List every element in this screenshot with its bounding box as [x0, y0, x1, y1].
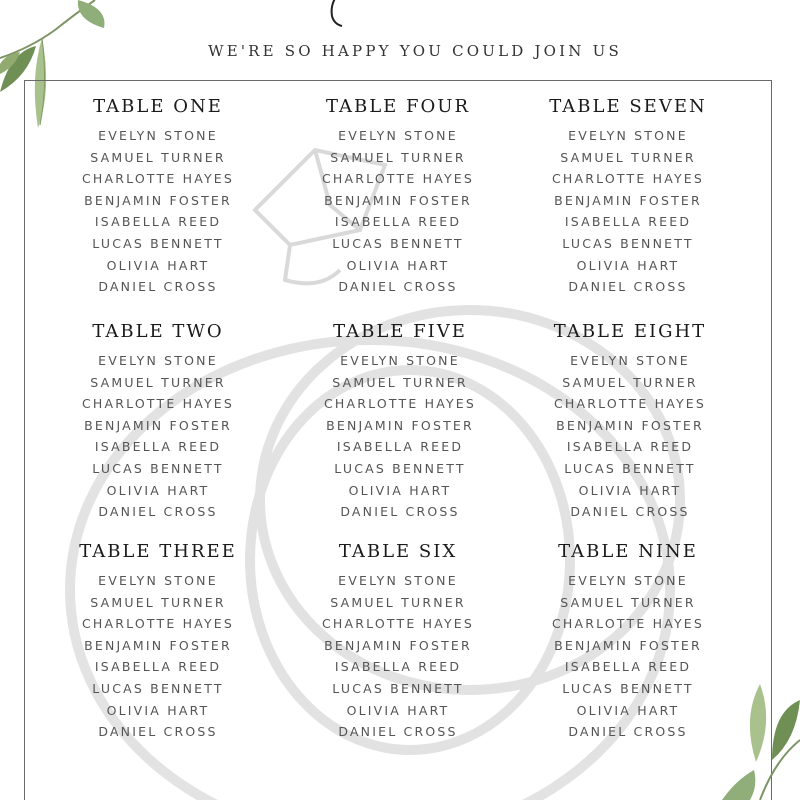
guest-name: SAMUEL TURNER [330, 594, 466, 610]
table-block [518, 541, 738, 743]
table-block [290, 321, 510, 523]
guest-name: BENJAMIN FOSTER [84, 637, 232, 653]
guest-name: LUCAS BENNETT [92, 460, 224, 476]
guest-name: ISABELLA REED [564, 214, 692, 230]
table-block [518, 96, 738, 298]
guest-name: LUCAS BENNETT [334, 460, 466, 476]
guest-name: SAMUEL TURNER [560, 149, 696, 165]
guest-name: CHARLOTTE HAYES [321, 616, 475, 632]
guest-name: ISABELLA REED [334, 214, 462, 230]
guest-name: OLIVIA HART [578, 482, 682, 498]
guest-name: BENJAMIN FOSTER [554, 192, 702, 208]
guest-name: LUCAS BENNETT [92, 680, 224, 696]
guest-name: EVELYN STONE [340, 353, 460, 368]
table-title: TABLE EIGHT [553, 321, 707, 342]
guest-name: SAMUEL TURNER [90, 149, 226, 165]
guest-name: CHARLOTTE HAYES [81, 396, 235, 412]
table-block [48, 96, 268, 298]
guest-name: BENJAMIN FOSTER [324, 192, 472, 208]
guest-name: CHARLOTTE HAYES [81, 171, 235, 187]
guest-name: LUCAS BENNETT [92, 235, 224, 251]
table-block [48, 541, 268, 743]
table-title: TABLE SIX [338, 541, 458, 562]
guest-name: EVELYN STONE [338, 573, 458, 588]
guest-name: OLIVIA HART [576, 257, 680, 273]
guest-name: ISABELLA REED [564, 659, 692, 675]
guest-name: LUCAS BENNETT [562, 235, 694, 251]
guest-name: DANIEL CROSS [340, 504, 460, 520]
table-block [48, 321, 268, 523]
guest-name: BENJAMIN FOSTER [326, 417, 474, 433]
guest-name: OLIVIA HART [576, 702, 680, 718]
guest-name: SAMUEL TURNER [560, 594, 696, 610]
guest-name: EVELYN STONE [98, 353, 218, 368]
guest-name: DANIEL CROSS [98, 504, 218, 520]
guest-name: EVELYN STONE [98, 573, 218, 588]
guest-name: LUCAS BENNETT [562, 680, 694, 696]
guest-name: SAMUEL TURNER [90, 594, 226, 610]
table-title: TABLE ONE [93, 96, 223, 117]
guest-name: EVELYN STONE [568, 128, 688, 143]
table-title: TABLE FIVE [333, 321, 467, 342]
guest-name: SAMUEL TURNER [332, 374, 468, 390]
guest-name: BENJAMIN FOSTER [554, 637, 702, 653]
guest-name: LUCAS BENNETT [332, 680, 464, 696]
guest-name: ISABELLA REED [94, 659, 222, 675]
table-block [288, 541, 508, 743]
script-heading-fragment [318, 0, 348, 28]
guest-name: LUCAS BENNETT [564, 460, 696, 476]
guest-name: OLIVIA HART [346, 702, 450, 718]
guest-name: EVELYN STONE [338, 128, 458, 143]
guest-name: OLIVIA HART [106, 482, 210, 498]
table-title: TABLE THREE [79, 541, 237, 562]
guest-name: DANIEL CROSS [98, 279, 218, 295]
guest-name: LUCAS BENNETT [332, 235, 464, 251]
subtitle: WE'RE SO HAPPY YOU COULD JOIN US [208, 42, 622, 60]
guest-name: CHARLOTTE HAYES [551, 171, 705, 187]
guest-name: ISABELLA REED [94, 439, 222, 455]
guest-name: OLIVIA HART [346, 257, 450, 273]
guest-name: DANIEL CROSS [570, 504, 690, 520]
guest-name: BENJAMIN FOSTER [84, 417, 232, 433]
guest-name: CHARLOTTE HAYES [321, 171, 475, 187]
table-block [520, 321, 740, 523]
guest-name: CHARLOTTE HAYES [553, 396, 707, 412]
guest-name: ISABELLA REED [566, 439, 694, 455]
guest-name: SAMUEL TURNER [330, 149, 466, 165]
guest-name: OLIVIA HART [348, 482, 452, 498]
table-title: TABLE SEVEN [549, 96, 707, 117]
guest-name: ISABELLA REED [334, 659, 462, 675]
guest-name: CHARLOTTE HAYES [323, 396, 477, 412]
table-block [288, 96, 508, 298]
guest-name: SAMUEL TURNER [562, 374, 698, 390]
guest-name: BENJAMIN FOSTER [556, 417, 704, 433]
guest-name: ISABELLA REED [336, 439, 464, 455]
guest-name: SAMUEL TURNER [90, 374, 226, 390]
guest-name: DANIEL CROSS [568, 724, 688, 740]
guest-name: EVELYN STONE [568, 573, 688, 588]
guest-name: DANIEL CROSS [338, 724, 458, 740]
table-title: TABLE TWO [92, 321, 224, 342]
guest-name: DANIEL CROSS [338, 279, 458, 295]
guest-name: ISABELLA REED [94, 214, 222, 230]
guest-name: EVELYN STONE [570, 353, 690, 368]
guest-name: OLIVIA HART [106, 702, 210, 718]
guest-name: CHARLOTTE HAYES [551, 616, 705, 632]
table-title: TABLE NINE [558, 541, 698, 562]
guest-name: OLIVIA HART [106, 257, 210, 273]
guest-name: DANIEL CROSS [98, 724, 218, 740]
table-title: TABLE FOUR [325, 96, 471, 117]
guest-name: CHARLOTTE HAYES [81, 616, 235, 632]
guest-name: DANIEL CROSS [568, 279, 688, 295]
guest-name: BENJAMIN FOSTER [84, 192, 232, 208]
guest-name: BENJAMIN FOSTER [324, 637, 472, 653]
guest-name: EVELYN STONE [98, 128, 218, 143]
